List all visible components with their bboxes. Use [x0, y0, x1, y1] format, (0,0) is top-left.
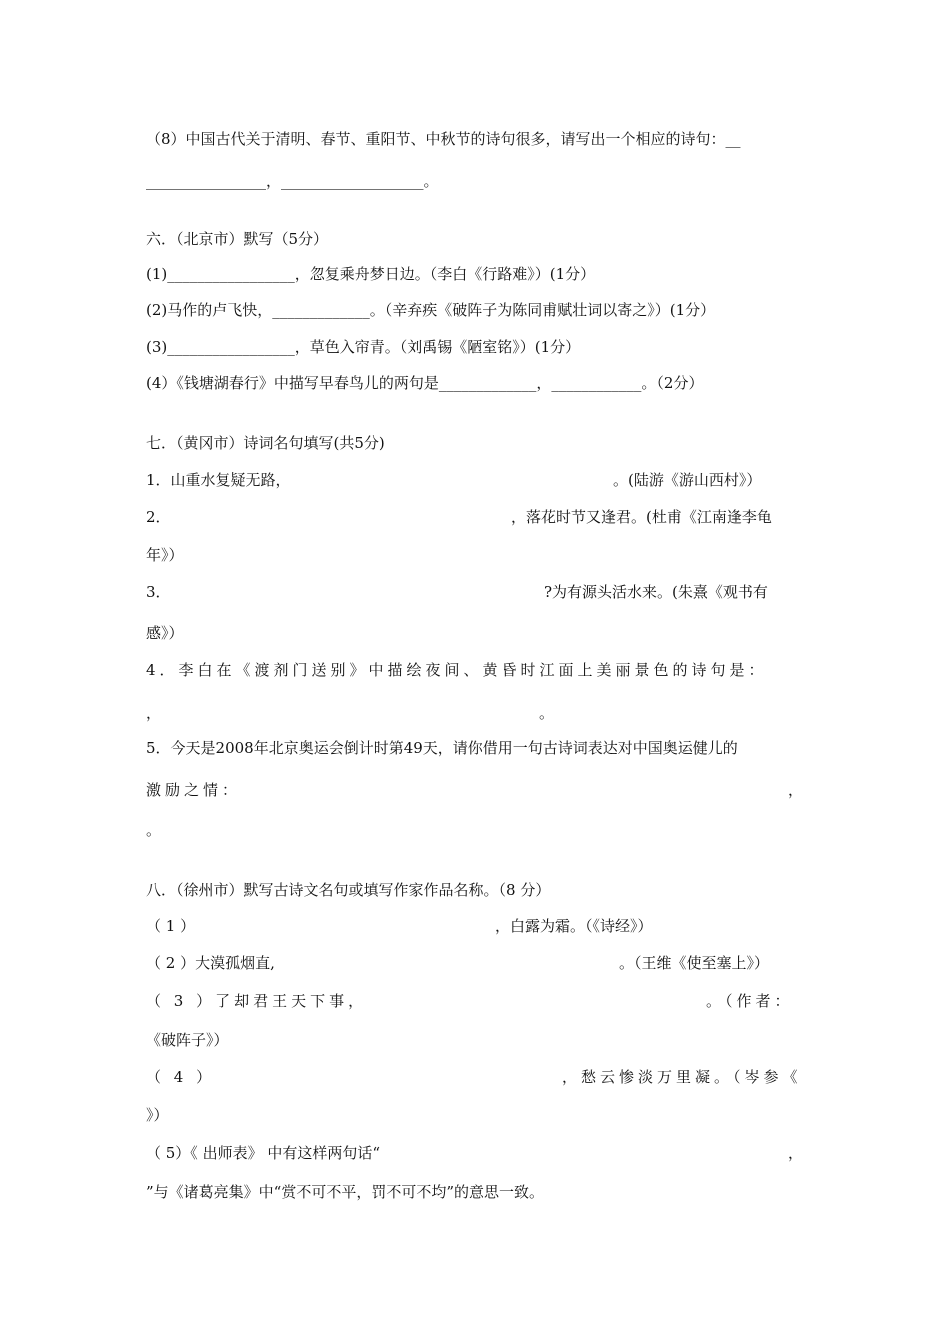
section-8-line-5-cont: ”与《诸葛亮集》中“赏不可不平，罚不可不均”的意思一致。 — [146, 1183, 545, 1201]
line-5-comma: ， — [788, 1144, 804, 1162]
line-1-prompt: 1．山重水复疑无路， — [146, 471, 291, 489]
line-1-text: ，白露为霜。（《诗经》） — [495, 917, 653, 935]
line-3-source: 。（作者： — [706, 992, 794, 1010]
section-6-line-3: (3)_________________，草色入帘青。（刘禹锡《陋室铭》）(1分） — [146, 338, 581, 356]
section-7-line-2 — [146, 507, 808, 527]
section-7-line-5-blank — [146, 780, 808, 800]
section-7-title: 七．（黄冈市）诗词名句填写(共5分) — [146, 434, 385, 452]
line-4-text: ，愁云惨淡万里凝。（岑参《 — [562, 1068, 802, 1086]
section-8-line-3 — [146, 991, 808, 1011]
line-5-prompt: 激励之情： — [146, 781, 242, 799]
line-4-number: （ 4 ） — [146, 1068, 216, 1086]
section-7-line-4: 4．李白在《渡剂门送别》中描绘夜间、黄昏时江面上美丽景色的诗句是： — [146, 661, 768, 679]
line-3-number: 3． — [146, 583, 171, 601]
section-8-title: 八．（徐州市）默写古诗文名句或填写作家作品名称。（8 分） — [146, 881, 551, 899]
line-1-number: （ 1 ） — [146, 917, 196, 935]
section-7-line-3-cont: 感》） — [146, 624, 184, 642]
line-5-comma: ， — [788, 781, 804, 799]
section-7-line-5: 5．今天是2008年北京奥运会倒计时第49天，请你借用一句古诗词表达对中国奥运健儿的 — [146, 739, 738, 757]
section-6-line-1: (1)_________________，忽复乘舟梦日边。（李白《行路难》）(1分） — [146, 265, 596, 283]
section-8-line-5 — [146, 1143, 808, 1163]
line-4-period: 。 — [539, 704, 555, 722]
line-2-number: 2． — [146, 508, 171, 526]
section-6-line-4: (4）《钱塘湖春行》中描写早春鸟儿的两句是_____________，____________。（2分） — [146, 374, 704, 392]
section-8-line-2 — [146, 953, 808, 973]
section-8-line-4-cont: 》） — [146, 1106, 169, 1124]
line-3-prompt: （ 3 ）了却君王天下事， — [146, 992, 368, 1010]
section-7-line-5-end: 。 — [146, 821, 162, 839]
section-7-line-4-blanks — [146, 703, 808, 723]
section-8-line-1 — [146, 916, 808, 936]
q8-answer-blanks: ________________，___________________。 — [146, 172, 439, 190]
line-2-text: ，落花时节又逢君。(杜甫《江南逢李龟 — [511, 508, 772, 526]
line-5-prompt: （ 5）《 出师表》 中有这样两句话“ — [146, 1144, 381, 1162]
line-2-prompt: （ 2 ）大漠孤烟直, — [146, 954, 275, 972]
section-6-title: 六．（北京市）默写（5分） — [146, 230, 329, 248]
section-7-line-2-cont: 年》） — [146, 546, 184, 564]
line-4-comma: ， — [146, 704, 162, 722]
line-2-source: 。（王维《使至塞上》） — [619, 954, 770, 972]
section-8-line-4 — [146, 1067, 808, 1087]
section-8-line-3-cont: 《破阵子》） — [146, 1031, 229, 1049]
q8-intro: （8）中国古代关于清明、春节、重阳节、中秋节的诗句很多，请写出一个相应的诗句：__ — [146, 130, 741, 148]
section-7-line-3 — [146, 582, 808, 602]
line-1-source: 。(陆游《游山西村》） — [613, 471, 762, 489]
line-3-text: ?为有源头活水来。(朱熹《观书有 — [544, 583, 768, 601]
section-6-line-2: (2)马作的卢飞快，_____________。（辛弃疾《破阵子为陈同甫赋壮词以寄之》）(1分） — [146, 301, 716, 319]
section-7-line-1 — [146, 470, 808, 490]
